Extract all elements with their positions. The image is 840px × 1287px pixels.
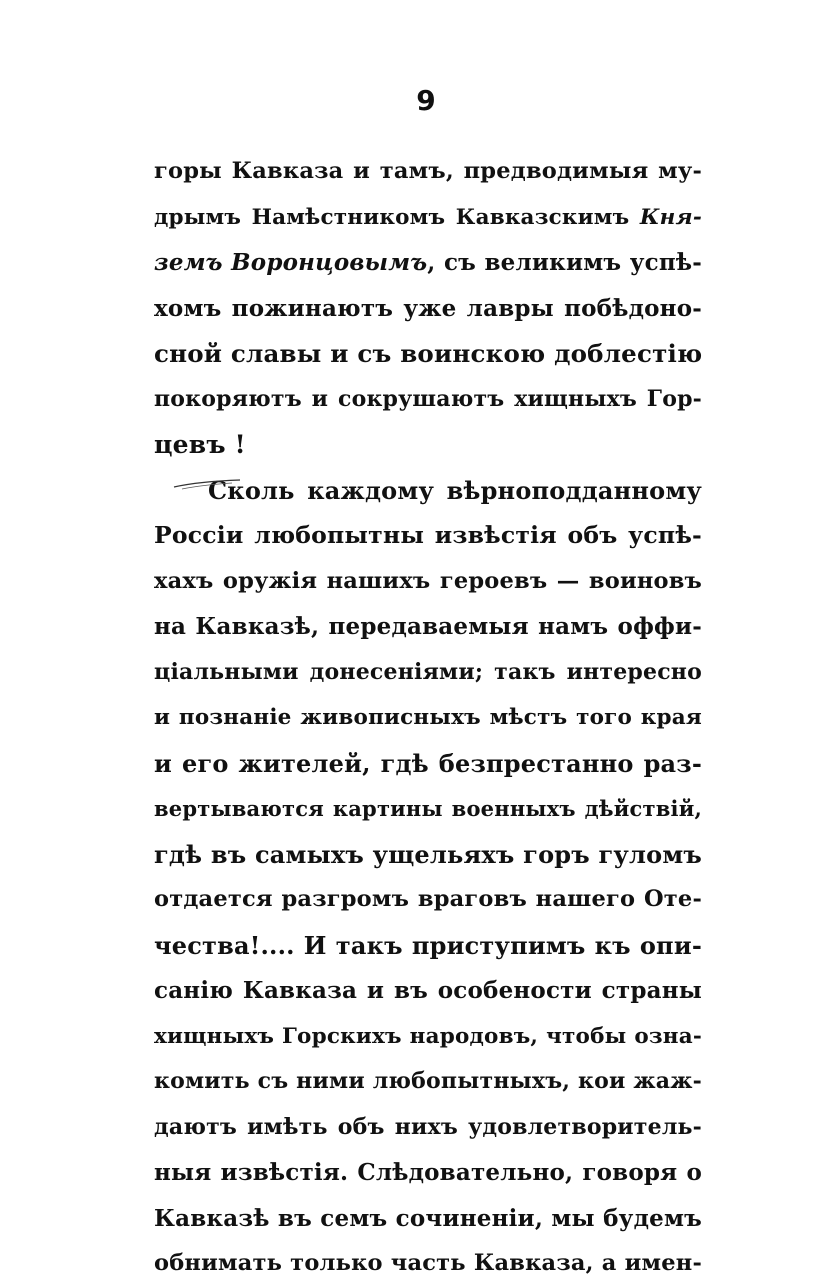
text-line: обнимать только часть Кавказа, а имен- xyxy=(154,1250,702,1276)
page-number: 9 xyxy=(416,84,436,117)
text-line xyxy=(154,286,702,332)
text-run: Сколь каждому вѣрноподданному xyxy=(208,475,702,505)
text-run: дрымъ Намѣстникомъ Кавказскимъ xyxy=(154,204,640,230)
text-line xyxy=(154,377,702,423)
pen-mark-decoration xyxy=(172,478,242,492)
text-line xyxy=(154,149,702,195)
paragraph-1 xyxy=(154,149,702,468)
italic-run: Кня- xyxy=(639,204,702,230)
text-line: и познаніе живописныхъ мѣстъ того края xyxy=(154,705,702,730)
text-line xyxy=(154,195,702,241)
text-line: санію Кавказа и въ особености страны xyxy=(154,977,702,1004)
body-text xyxy=(154,149,702,1287)
text-run: покоряютъ и сокрушаютъ хищныхъ Гор- xyxy=(154,385,702,412)
text-line: и его жителей, гдѣ безпрестанно раз- xyxy=(154,748,702,778)
italic-run: земъ Воронцовымъ xyxy=(154,249,428,276)
paragraph-2 xyxy=(154,468,702,1287)
text-line: ціальными донесеніями; такъ интересно xyxy=(154,658,702,685)
text-run: цевъ ! xyxy=(154,430,246,459)
text-line: отдается разгромъ враговъ нашего Оте- xyxy=(154,886,702,912)
text-line: вертываются картины военныхъ дѣйствій, xyxy=(154,796,702,821)
text-run: , съ великимъ успѣ- xyxy=(427,249,702,276)
text-line: хищныхъ Горскихъ народовъ, чтобы озна- xyxy=(154,1023,702,1049)
text-line: гдѣ въ самыхъ ущельяхъ горъ гуломъ xyxy=(154,839,702,869)
text-run: сной славы и съ воинскою доблестію xyxy=(154,339,703,368)
text-line: чества!.... И такъ приступимъ къ опи- xyxy=(154,930,702,960)
text-line: ныя извѣстія. Слѣдовательно, говоря о xyxy=(154,1159,702,1186)
text-line: Кавказѣ въ семъ сочиненіи, мы будемъ xyxy=(154,1204,702,1232)
text-line: Россіи любопытны извѣстія объ успѣ- xyxy=(154,521,702,549)
text-line: хахъ оружія нашихъ героевъ — воиновъ xyxy=(154,567,702,594)
text-line: комить съ ними любопытныхъ, кои жаж- xyxy=(154,1068,702,1094)
text-line: даютъ имѣть объ нихъ удовлетворитель- xyxy=(154,1113,702,1140)
text-run: горы Кавказа и тамъ, предводимыя му- xyxy=(154,158,702,184)
text-run: хомъ пожинаютъ уже лавры побѣдоно- xyxy=(154,294,702,322)
text-line xyxy=(154,468,702,514)
text-line xyxy=(154,331,702,377)
text-line xyxy=(154,240,702,286)
text-line xyxy=(154,422,702,468)
text-line: на Кавказѣ, передаваемыя намъ оффи- xyxy=(154,613,702,640)
